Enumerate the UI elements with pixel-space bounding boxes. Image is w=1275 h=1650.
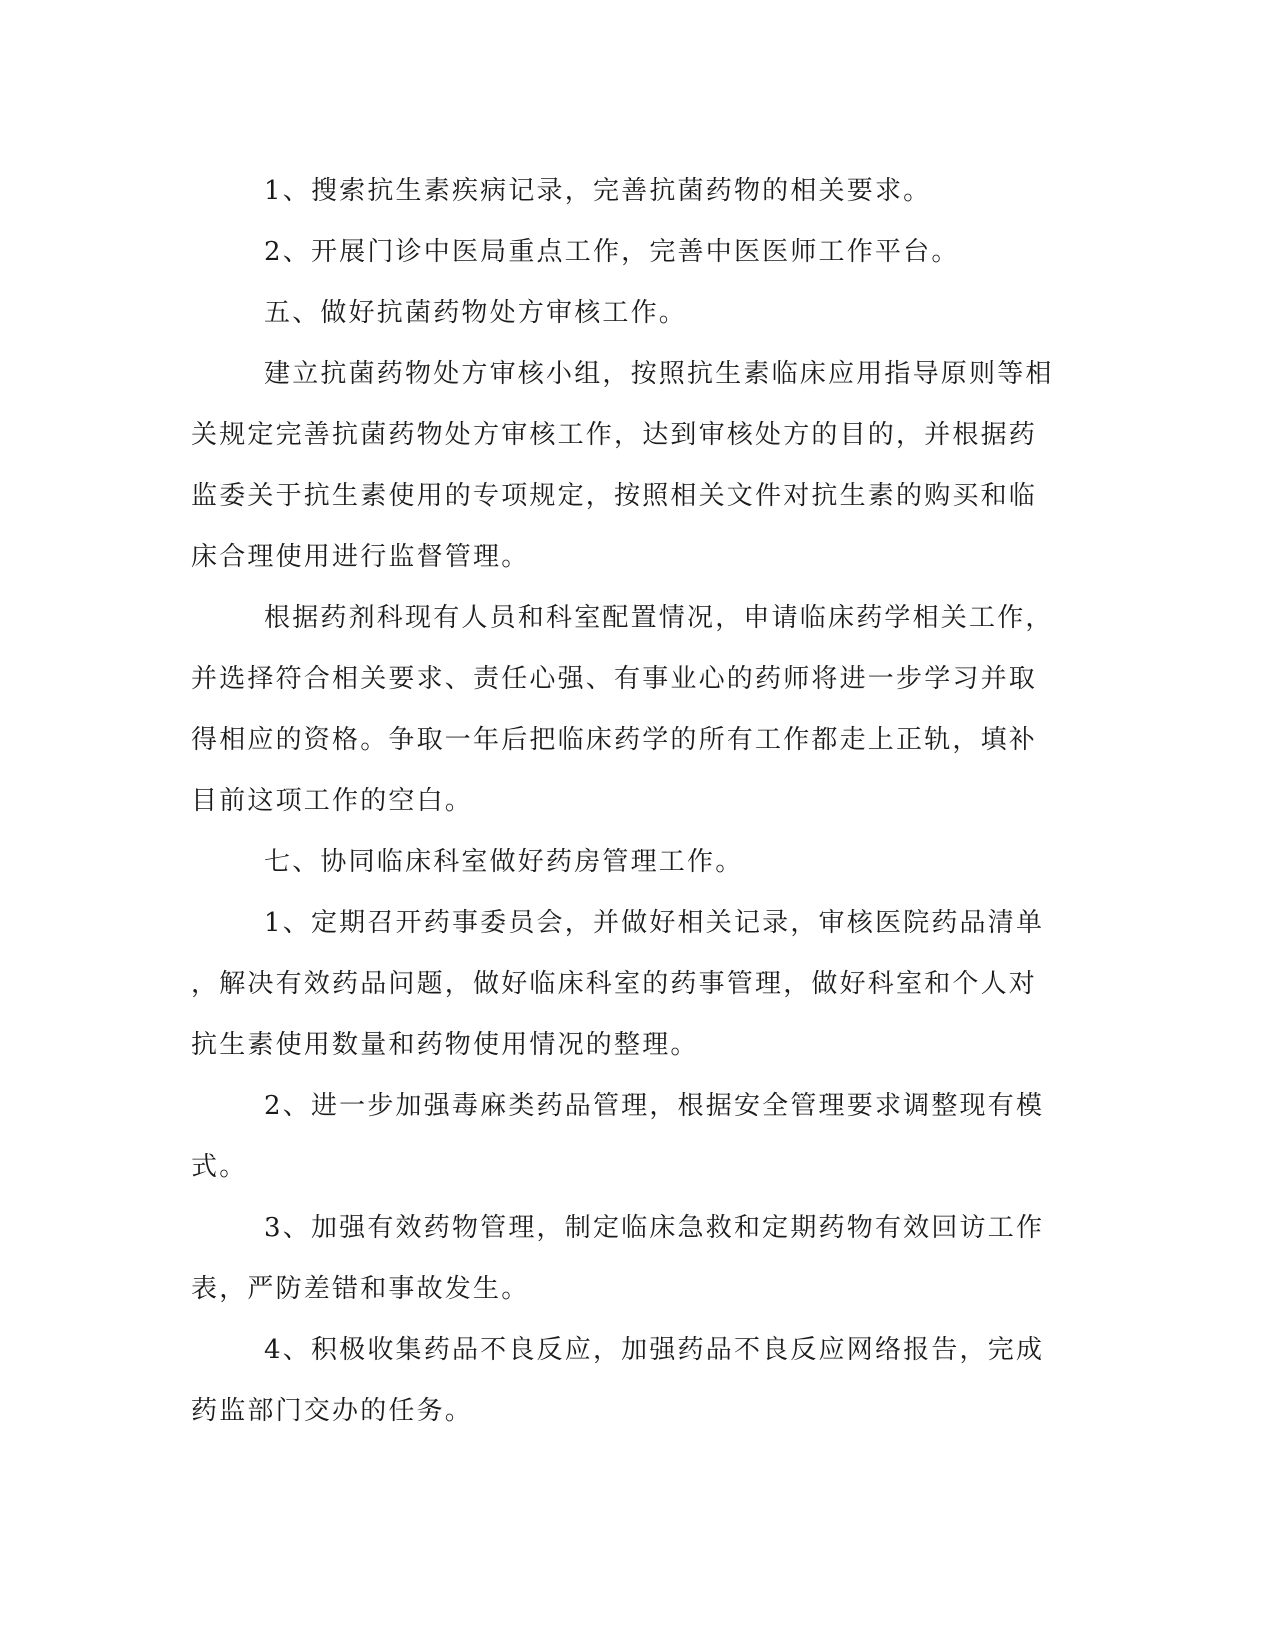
paragraph-item-7-4 [191,1320,1081,1442]
text-line: 3、加强有效药物管理，制定临床急救和定期药物有效回访工作 [264,1213,1045,1243]
text-line: 1、搜索抗生素疾病记录，完善抗菌药物的相关要求。 [264,176,932,206]
text-line: 1、定期召开药事委员会，并做好相关记录，审核医院药品清单 [264,908,1045,938]
paragraph-item-7-2 [191,1076,1081,1198]
text-line: 目前这项工作的空白。 [191,786,474,816]
text-line: 并选择符合相关要求、责任心强、有事业心的药师将进一步学习并取 [191,664,1038,694]
text-line: 表，严防差错和事故发生。 [191,1274,530,1304]
document-body [191,161,1081,1442]
paragraph-review-group [191,344,1081,588]
text-line: 床合理使用进行监督管理。 [191,542,530,572]
text-line: 监委关于抗生素使用的专项规定，按照相关文件对抗生素的购买和临 [191,481,1038,511]
paragraph-clinical-pharmacy [191,588,1081,832]
text-line: 2、进一步加强毒麻类药品管理，根据安全管理要求调整现有模 [264,1091,1045,1121]
text-line: 式。 [191,1152,248,1182]
heading-line: 七、协同临床科室做好药房管理工作。 [264,847,744,877]
heading-line: 五、做好抗菌药物处方审核工作。 [264,298,688,328]
text-line: 4、积极收集药品不良反应，加强药品不良反应网络报告，完成 [264,1335,1045,1365]
text-line: 根据药剂科现有人员和科室配置情况，申请临床药学相关工作， [264,603,1054,633]
text-line: 药监部门交办的任务。 [191,1396,474,1426]
text-line: 2、开展门诊中医局重点工作，完善中医医师工作平台。 [264,237,960,267]
paragraph-item-1 [191,161,1081,222]
text-line: 建立抗菌药物处方审核小组，按照抗生素临床应用指导原则等相 [264,359,1054,389]
paragraph-item-7-1 [191,893,1081,1076]
paragraph-item-2 [191,222,1081,283]
text-line: 抗生素使用数量和药物使用情况的整理。 [191,1030,699,1060]
paragraph-item-7-3 [191,1198,1081,1320]
section-heading-5 [191,283,1081,344]
section-heading-7 [191,832,1081,893]
text-line: 关规定完善抗菌药物处方审核工作，达到审核处方的目的，并根据药 [191,420,1038,450]
text-line: ，解决有效药品问题，做好临床科室的药事管理，做好科室和个人对 [191,969,1038,999]
text-line: 得相应的资格。争取一年后把临床药学的所有工作都走上正轨，填补 [191,725,1038,755]
